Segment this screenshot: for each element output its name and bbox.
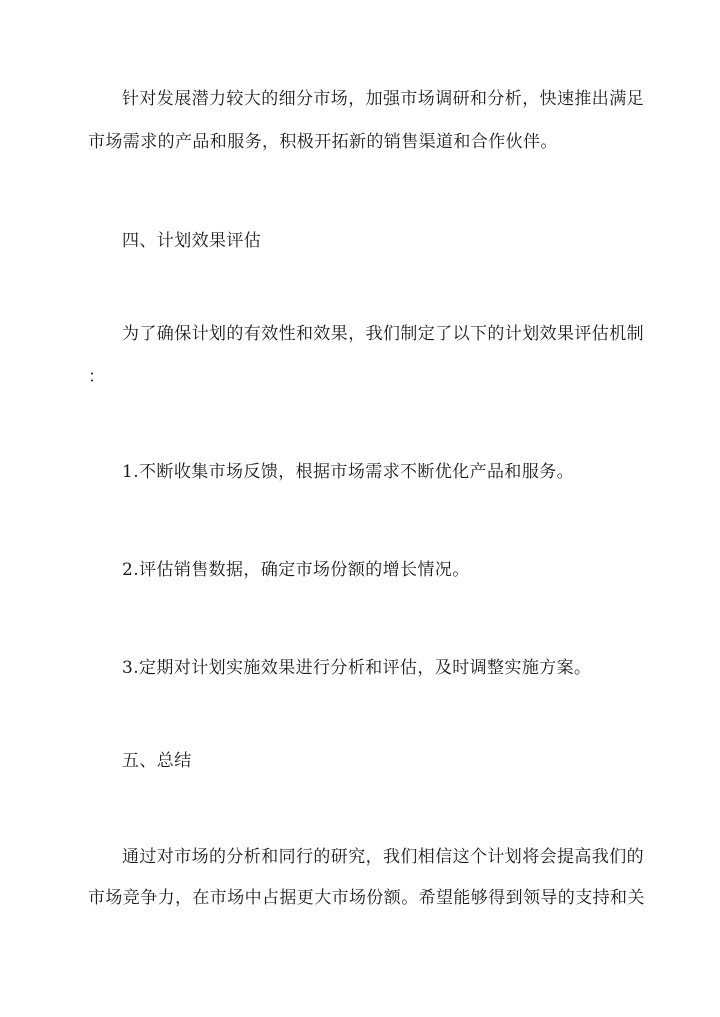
paragraph-line: 市场需求的产品和服务，积极开拓新的销售渠道和合作伙伴。 bbox=[88, 132, 558, 152]
paragraph-line: 为了确保计划的有效性和效果，我们制定了以下的计划效果评估机制 bbox=[122, 324, 644, 344]
list-item: 2.评估销售数据，确定市场份额的增长情况。 bbox=[122, 560, 470, 580]
list-item: 3.定期对计划实施效果进行分析和评估，及时调整实施方案。 bbox=[122, 658, 592, 678]
paragraph-line: ： bbox=[88, 367, 106, 387]
list-item: 1.不断收集市场反馈，根据市场需求不断优化产品和服务。 bbox=[122, 462, 575, 482]
section-heading: 五、总结 bbox=[122, 751, 192, 771]
paragraph-line: 通过对市场的分析和同行的研究，我们相信这个计划将会提高我们的 bbox=[122, 847, 644, 867]
section-heading: 四、计划效果评估 bbox=[122, 231, 262, 251]
paragraph-line: 市场竞争力，在市场中占据更大市场份额。希望能够得到领导的支持和关 bbox=[88, 888, 645, 908]
paragraph-line: 针对发展潜力较大的细分市场，加强市场调研和分析，快速推出满足 bbox=[122, 89, 644, 109]
